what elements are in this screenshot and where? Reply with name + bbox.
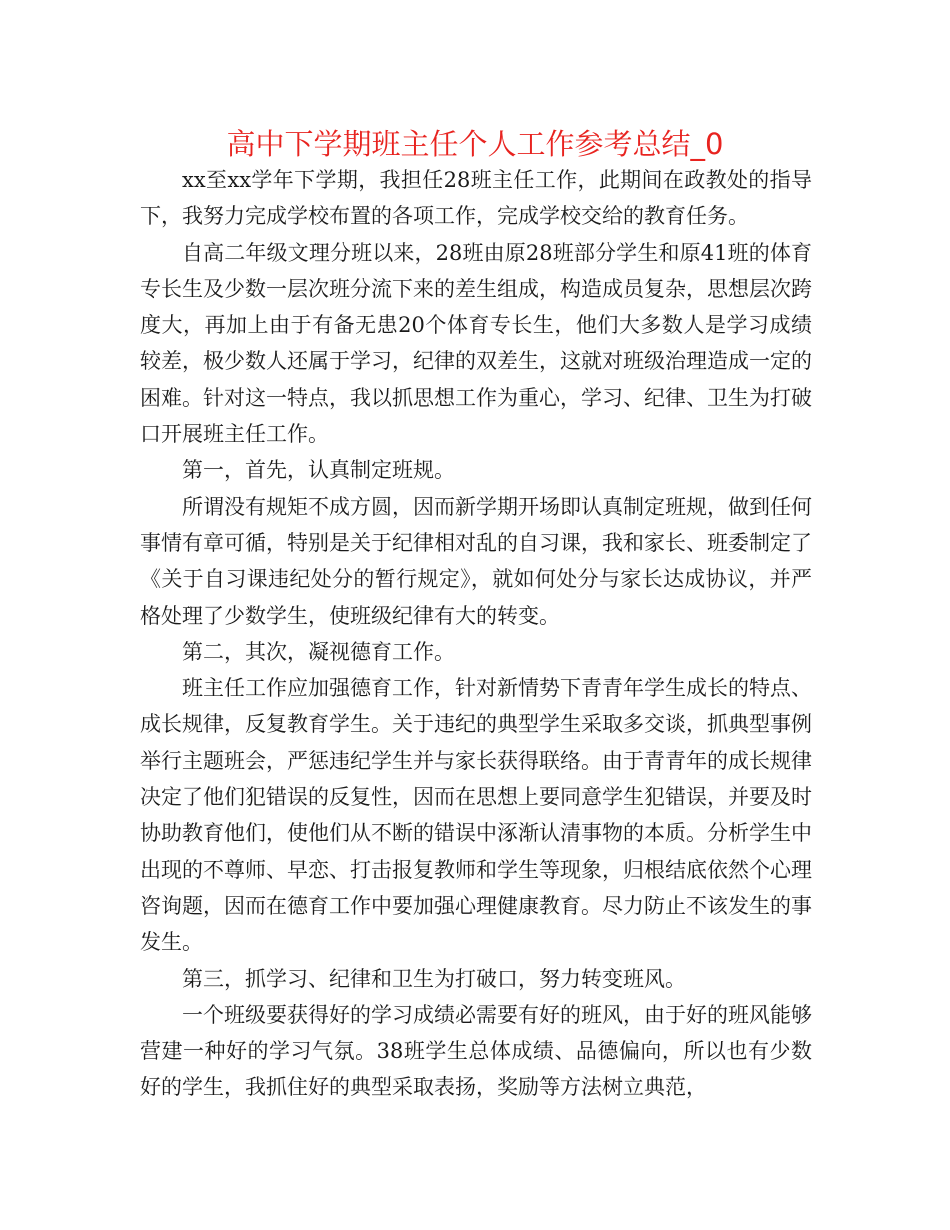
paragraph: 一个班级要获得好的学习成绩必需要有好的班风，由于好的班风能够营建一种好的学习气氛。38班学生总体成绩、品德偏向，所以也有少数好的学生，我抓住好的典型采取表扬，奖励等方法树立典范， — [140, 1002, 812, 1100]
paragraph: xx至xx学年下学期，我担任28班主任工作，此期间在政教处的指导下，我努力完成学校布置的各项工作，完成学校交给的教育任务。 — [140, 168, 812, 229]
section-heading: 第一，首先，认真制定班规。 — [182, 458, 455, 483]
section-heading: 第三，抓学习、纪律和卫生为打破口，努力转变班风。 — [182, 966, 686, 991]
paragraph: 自高二年级文理分班以来，28班由原28班部分学生和原41班的体育专长生及少数一层次班分流下来的差生组成，构造成员复杂，思想层次跨度大，再加上由于有备无患20个体育专长生，他们大多数人是学习成绩较差，极少数人还属于学习，纪律的双差生，这就对班级治理造成一定的困难。针对这一特点，我以抓思想工作为重心，学习、纪律、卫生为打破口开展班主任工作。 — [140, 240, 812, 447]
paragraph: 班主任工作应加强德育工作，针对新情势下青青年学生成长的特点、成长规律，反复教育学生。关于违纪的典型学生采取多交谈，抓典型事例举行主题班会，严惩违纪学生并与家长获得联络。由于青青年的成长规律决定了他们犯错误的反复性，因而在思想上要同意学生犯错误，并要及时协助教育他们，使他们从不断的错误中涿渐认清事物的本质。分析学生中出现的不尊师、早恋、打击报复教师和学生等现象，归根结底依然个心理咨询题，因而在德育工作中要加强心理健康教育。尽力防止不该发生的事发生。 — [140, 676, 812, 955]
document-body — [140, 162, 812, 1106]
section-heading: 第二，其次，凝视德育工作。 — [182, 639, 455, 664]
document-title: 高中下学期班主任个人工作参考总结_0 — [226, 127, 724, 161]
paragraph: 所谓没有规矩不成方圆，因而新学期开场即认真制定班规，做到任何事情有章可循，特别是关于纪律相对乱的自习课，我和家长、班委制定了《关于自习课违纪处分的暂行规定》，就如何处分与家长达成协议，并严格处理了少数学生，使班级纪律有大的转变。 — [140, 494, 812, 628]
